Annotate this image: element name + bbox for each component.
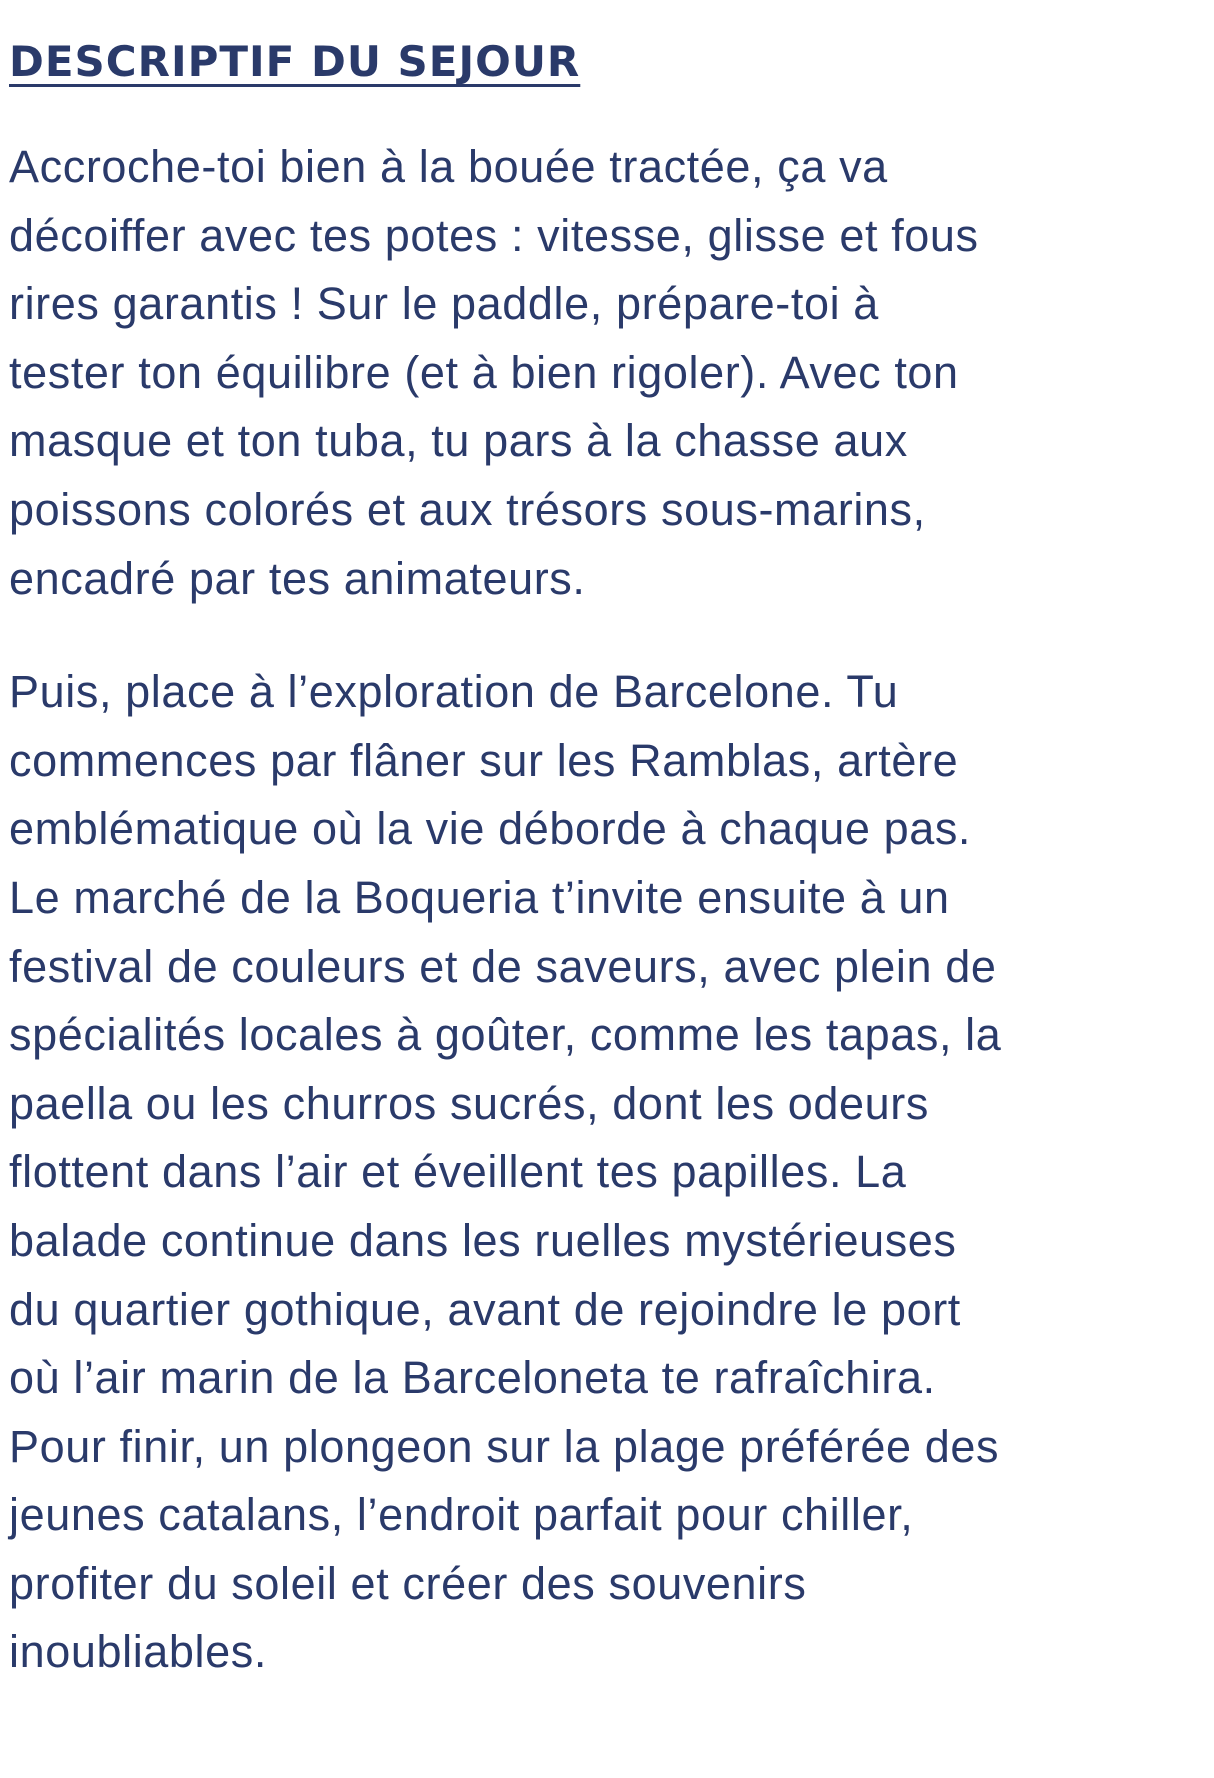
page-title: DESCRIPTIF DU SEJOUR [9, 37, 581, 86]
paragraph-barcelona: Puis, place à l’exploration de Barcelone. Tu commences par flâner sur les Ramblas, artère emblématique où la vie déborde à chaque pas. Le marché de la Boqueria t’invite ensuite à un festival de couleurs et de saveurs, avec plein de spécialités locales à goûter, comme les tapas, la paella ou les churros sucrés, dont les odeurs flottent dans l’air et éveillent tes papilles. La balade continue dans les ruelles mystérieuses du quartier gothique, avant de rejoindre le port où l’air marin de la Barceloneta te rafraîchira. Pour finir, un plongeon sur la plage préférée des jeunes catalans, l’endroit parfait pour chiller, profiter du soleil et créer des souvenirs inoubliables. [9, 666, 1002, 1678]
paragraph-activities: Accroche-toi bien à la bouée tractée, ça va décoiffer avec tes potes : vitesse, glisse et fous rires garantis ! Sur le paddle, prépare-toi à tester ton équilibre (et à bien rigoler). Avec ton masque et ton tuba, tu pars à la chasse aux poissons colorés et aux trésors sous-marins, encadré par tes animateurs. [9, 141, 979, 604]
document-body [9, 34, 1204, 1687]
